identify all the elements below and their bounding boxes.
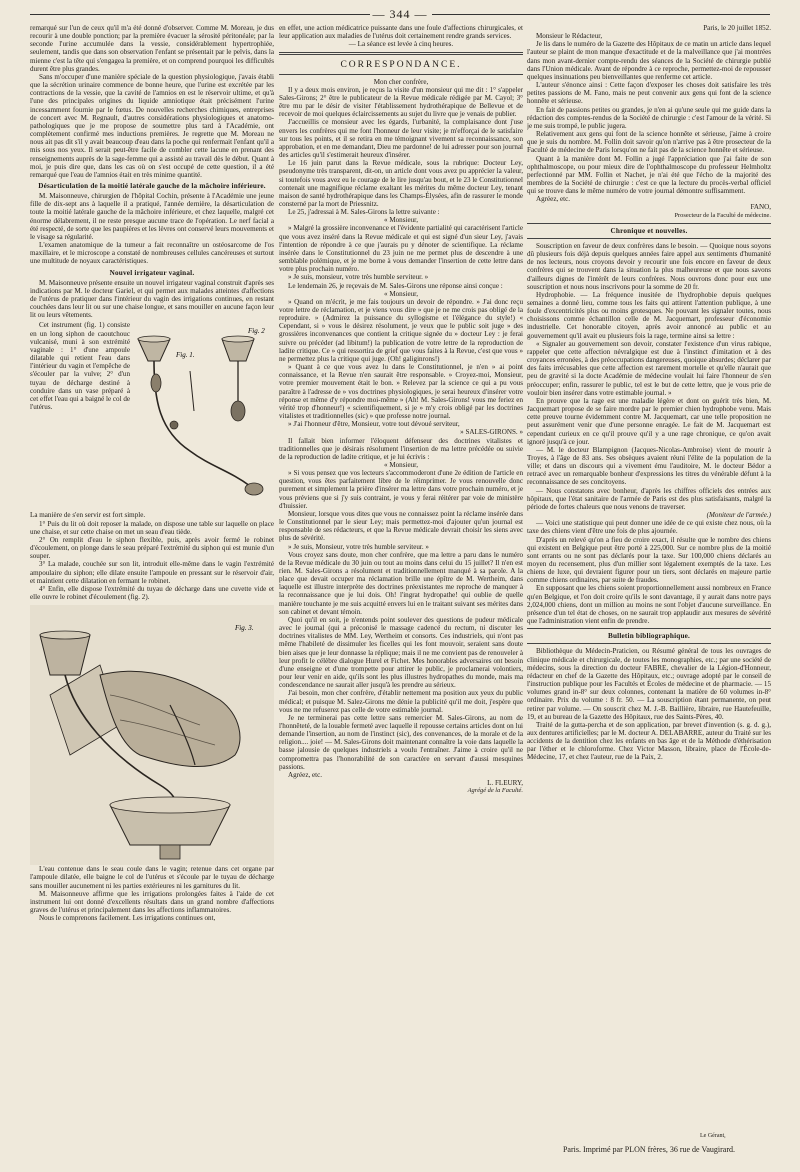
paragraph: Relativement aux gens qui font de la science honnête et sérieuse, j'aime à croire que je suis du nombre. M. Follin doit savoir qu'on n'arrive pas à être prosecteur de la Faculté de médecine de Paris lorsqu'on ne fait pas de la science honnête et sérieuse. [527, 130, 771, 155]
column-middle [279, 24, 523, 1162]
signature-title: Agrégé de la Faculté. [467, 787, 523, 795]
section-title-bulletin: Bulletin bibliographique. [607, 632, 691, 641]
paragraph: En supposant que les chiens soient proportionnellement aussi nombreux en France qu'en Belgique, et l'on doit croire qu'ils le sont davantage, il y aurait dans notre pays 2,024,000 chiens, dont un million au moins ne sont l'objet d'aucune surveillance. En présence d'un tel état de choses, on ne saurait trop applaudir aux mesures de sévérité que l'administration vient enfin de prendre. [527, 584, 771, 626]
figure-irrigator [30, 321, 274, 509]
paragraph: M. Maisonneuve présente ensuite un nouvel irrigateur vaginal construit d'après ses indications par M. le docteur Gariel, et qui permet aux malades atteintes d'affections de l'utérus de pratiquer dans l'intérieur du vagin des irrigations continues, en restant couchées dans leur lit ou sur une chaise longue, et sans mouiller en aucune façon leur lit ou leurs vêtements. [30, 278, 274, 320]
signature-name: L. FLEURY, [487, 779, 523, 788]
section-title-correspondance: CORRESPONDANCE. [340, 60, 462, 71]
paragraph: L'examen anatomique de la tumeur a fait reconnaître un ostéosarcome de l'os maxillaire, et le microscope a constaté de nombreuses cellules cancéreuses et surtout une multitude de noyaux caractéristiques. [30, 241, 274, 266]
paragraph: L'auteur s'énonce ainsi : Cette façon d'exposer les choses doit satisfaire les très petites passions de M. Fano, mais ne peut convenir aux gens qui font de la science honnête et sérieuse. [527, 81, 771, 106]
subheading-mandible: Désarticulation de la moitié latérale gauche de la mâchoire inférieure. [38, 181, 266, 190]
paragraph: M. Maisonneuve, chirurgien de l'hôpital Cochin, présente à l'Académie une jeune fille de dix-sept ans à laquelle il a pratiqué, l'année dernière, la désarticulation de toute la moitié latérale gauche de la mâchoire inférieure, et chez laquelle, malgré cet énorme délabrement, il ne reste presque aucune trace de l'opération. Le nerf facial a été respecté, de sorte que les paupières et les lèvres ont conservé leurs mouvements et le visage sa régularité. [30, 192, 274, 241]
paragraph: Bibliothèque du Médecin-Praticien, ou Résumé général de tous les ouvrages de clinique médicale et chirurgicale, de toutes les monographies, etc.; par une société de médecins, sous la direction du docteur FABRE, chevalier de la Légion-d'Honneur, rédacteur en chef de la Gazette des Hôpitaux, etc.; ouvrage adopté par le conseil de l'instruction publique pour les Facultés et Écoles de médecine et de pharmacie. — 15 volumes grand in-8° sur deux colonnes, contenant la matière de 60 volumes in-8° ordinaire. Prix du volume : 8 fr. 50. — La souscription étant permanente, on peut retirer par volume. — On souscrit chez M. J.-B. Baillière, libraire, rue Hautefeuille, 19, et au bureau de la Gazette des Hôpitaux, rue des Saints-Pères, 40. [527, 647, 771, 721]
bed-irrigation-illustration [30, 605, 274, 865]
paragraph: Vous croyez sans doute, mon cher confrère, que ma lettre a paru dans le numéro de la Revue médicale du 30 juin ou tout au moins dans celui du 15 juillet? Il n'en est rien. M. Sales-Girons a résolument et traditionnellement manqué à sa parole. A la place que devait occuper ma réclamation brille une épître de M. Wertheim, dans laquelle est illustre interprète des doctrines préexistantes me reproche de manquer à la reconnaissance que je lui dois. Oh! l'ingrat hydropathe! qui oublie de quelle manière touchante je me suis acquitté envers lui en le traitant suivant ses mérites dans son cabinet et devant témoin. [279, 550, 523, 616]
divider [527, 643, 771, 644]
page-header [0, 6, 800, 22]
quoted-paragraph: » Je suis, monsieur, votre très humble serviteur. » [288, 273, 429, 282]
paragraph: Je ne terminerai pas cette lettre sans remercier M. Sales-Girons, au nom de l'honnêteté, de la louable fermeté avec laquelle il repousse certains articles dont on lui demande l'insertion, au nom de l'instinct (sic), des convenances, de la morale et de la religion.... joie! — M. Sales-Girons doit maintenant connaître la voie dans laquelle la basse jalousie de quelques industriels a voulu l'entraîner. J'aime à croire qu'il ne compromettra pas l'honorabilité de son caractère en servant d'aussi mesquines passions. [279, 713, 523, 771]
paragraph: Souscription en faveur de deux confrères dans le besoin. — Quoique nous soyons dû plusieurs fois déjà depuis quelques années faire appel aux sentiments d'humanité de nos lecteurs, nous croyons devoir y recourir une fois encore en faveur de deux confrères qui se trouvent dans la situation la plus malheureuse et que nous savons d'ailleurs dignes de l'intérêt de leurs confrères. Nous ouvrons donc pour eux une souscription et nous nous inscrivons pour la somme de 20 fr. [527, 241, 771, 291]
paragraph: L'eau contenue dans le seau coule dans le vagin; retenue dans cet organe par l'ampoule dilatée, elle baigne le col de l'utérus et s'écoule par le tuyau de décharge sans mouiller aucunement ni les parties extérieures ni les garnitures du lit. [30, 865, 274, 890]
fig2-label: Fig. 2 [248, 327, 265, 336]
paragraph: — Nous constatons avec bonheur, d'après les chiffres officiels des entrées aux hôpitaux, que l'état sanitaire de l'armée de Paris est des plus satisfaisants, malgré la période de fortes chaleurs que nous venons de traverser. [527, 486, 771, 511]
paragraph: Il fallait bien informer l'éloquent défenseur des doctrines vitalistes et traditionnelles que je désirais résolument l'insertion de ma lettre précédée ou suivie de la reproduction de ladite critique, et je lui écrivis : [279, 436, 523, 461]
quoted-salutation: « Monsieur, [384, 289, 418, 298]
paragraph: J'accueillis ce monsieur avec les égards, l'urbanité, la complaisance dont j'use envers les confrères qui me font l'honneur de leur visite; je m'efforçai de le satisfaire sur tous les points, et il se retira en me témoignant vivement sa reconnaissance, son approbation, et en me demandant, Dieu me pardonne! de lui adresser pour son journal des articles qu'il s'estimerait heureux d'insérer. [279, 118, 523, 160]
paragraph: — Voici une statistique qui peut donner une idée de ce qui existe chez nous, où la taxe des chiens vient d'être une fois de plus ajournée. [527, 519, 771, 536]
subheading-irrigator: Nouvel irrigateur vaginal. [109, 268, 195, 277]
figure-caption-text [30, 321, 130, 411]
paragraph: 4° Enfin, elle dispose l'extrémité du tuyau de décharge dans une cuvette vide et elle ouvre le robinet d'écoulement (fig. 2). [30, 584, 274, 602]
paragraph: « Signaler au gouvernement son devoir, constater l'existence d'un virus rabique, rappeler que cette affection névralgique est due à l'instinct d'imitation et à des croyances erronées, à des préoccupations dangereuses, quoique absurdes; déclarer par des faits irrécusables que cette affection est rarement mortelle et qu'elle n'aurait que peu de gravité si la docte Académie de médecine voulait lui faire l'honneur de s'en préoccuper; enfin, rassurer le public, tel est le but de cette lettre, que je vous prie de vouloir bien insérer dans votre estimable journal. » [527, 339, 771, 397]
divider [527, 223, 771, 224]
dateline: Paris, le 20 juillet 1852. [703, 24, 771, 32]
paragraph: Quant à la manière dont M. Follin a jugé l'appréciation que j'ai faite de son ophthalmoscope, ou pour mieux dire de l'ophthalmoscope du professeur Helmholtz perfectionné par MM. Follin et Nachet, je n'ai été que l'écho de la majorité des membres de la Société de chirurgie : c'est ce que la lecture du procès-verbal officiel qui se trouve dans le même numéro de votre journal démontre suffisamment. [527, 154, 771, 196]
paragraph: La manière de s'en servir est fort simple. [30, 511, 146, 520]
paragraph: Sans m'occuper d'une manière spéciale de la question physiologique, j'avais établi que la sécrétion urinaire commence de bonne heure, que l'urine est excrétée par les contractions de la vessie, que la cavité de l'amnios en est le réservoir ultime, et qu'à l'une des principales origines du liquide amniotique était précisément l'urine incessamment fournie par le fœtus. De nouvelles recherches chimiques, entreprises de concert avec M. Regnault, d'autres considérations physiologiques et anatomo-pathologiques que je me propose de soumettre plus tard à l'Académie, ont complètement confirmé mes inductions premières. Je regrette que M. Moreau ne nous ait pas dit s'il y avait beaucoup d'eau dans la poche qui renfermait l'enfant qu'il a mis sous nos yeux. Il serait peut-être facile de combler cette lacune en prenant des renseignements auprès de la sage-femme qui a assisté au travail dès le début. Quant à moi, je puis dire que, dans les cas où on s'est occupé de cette question, il a été remarqué que l'eau de l'amnios était en très minime quantité. [30, 72, 274, 179]
fig1-label: Fig. 1. [176, 351, 195, 360]
paragraph: En prouve que la rage est une maladie légère et dont on guérit très bien, M. Jacquemart propose de se faire mordre par le premier chien hydrophobe venu. Mais cette preuve tourne évidemment contre M. Jacquemart, car une telle proposition ne peut assurément venir que d'une personne enragée. Le fait de M. Jacquemart est cependant curieux en ce qu'il prouve qu'il y a une rage chronique, ce qu'on avait ignoré jusqu'à ce jour. [527, 396, 771, 446]
session-closed: — La séance est levée à cinq heures. [348, 40, 454, 49]
section-title-chronique: Chronique et nouvelles. [610, 226, 688, 235]
page-number: — 344 — [372, 7, 428, 21]
paragraph: remarqué sur l'un de ceux qu'il m'a été donné d'observer. Comme M. Moreau, je dus recourir à une double ponction; par la première évacuer la sérosité péritonéale; par la seconde l'urine accumulée dans la vessie, considérablement hypertrophiée, seulement, tandis que dans son observation l'enfant se présentait par le pelvis, dans la mienne c'est la tête qui s'engagea la première, et on comprend pourquoi les difficultés durent être plus grandes. [30, 24, 274, 73]
divider [279, 74, 523, 75]
paragraph: Je lis dans le numéro de la Gazette des Hôpitaux de ce matin un article dans lequel l'auteur se plaint de mon manque d'exactitude et de la malveillance que j'ai montrées dans mon avant-dernier compte-rendu des séances de la Société de chirurgie publié dans l'Union médicale. Avant de répondre à ce reproche, permettez-moi de repousser quelques insinuations peu bienveillantes que renferme cet article. [527, 40, 771, 81]
quoted-paragraph: » Malgré la grossière inconvenance et l'évidente partialité qui caractérisent l'article que vous avez inséré dans la Revue médicale et qui est signé d'un sieur Ley, j'avais l'intention de répondre à ce que j'aurais pu y dénoter de scientifique. La réclame insérée dans le Constitutionnel du 23 juin ne me permet plus de descendre à une semblable polémique, et je me borne à vous demander l'insertion de cette lettre dans votre plus prochain numéro. [279, 224, 523, 274]
paragraph: Il y a deux mois environ, je reçus la visite d'un monsieur qui me dit : 1° s'appeler Sales-Girons; 2° être le publicateur de la Revue médicale rédigée par M. Cayol; 3° être mu par le désir de visiter l'établissement hydrothérapique de Bellevue et de recevoir de moi quelques éclaircissements au sujet du livre que je venais de publier. [279, 85, 523, 119]
quoted-paragraph: » Si vous pensez que vos lecteurs s'accommoderont d'une 2e édition de l'article en question, vous êtes parfaitement libre de le réimprimer. Je vous renouvelle donc purement et simplement la prière d'insérer ma lettre dans votre prochain numéro, et je vous préviens que si j'y suis contraint, je vous y ferai réitérer par voie de ministère d'huissier. [279, 469, 523, 510]
closing: Agréez, etc. [536, 195, 571, 204]
paragraph: Hydrophobie. — La fréquence inusitée de l'hydrophobie depuis quelques semaines a donné lieu, comme tous les faits qui attirent l'attention publique, à une foule d'excentricités plus ou moins grotesques. Ne pouvant les signaler toutes, nous choisissons comme échantillon celle de M. Jacquemart, professeur d'économie industrielle. Cet honorable citoyen, après avoir annoncé au public et au gouvernement qu'il avait eu plusieurs fois la rage, termine ainsi sa lettre : [527, 290, 771, 340]
quoted-salutation: « Monsieur, [384, 216, 418, 225]
signature-name: FANO, [750, 203, 771, 212]
divider [279, 52, 523, 55]
quoted-paragraph: » Je suis, Monsieur, votre très humble serviteur. » [288, 542, 429, 551]
paragraph: Nous le comprenons facilement. Les irrigations continues ont, [39, 914, 216, 923]
paragraph: en effet, une action médicatrice puissante dans une foule d'affections chirurgicales, et leur application aux maladies de l'utérus doit certainement rendre grands services. [279, 24, 523, 41]
paragraph: J'ai besoin, mon cher confrère, d'établir nettement ma position aux yeux du public médical; et puisque M. Salez-Girons me dénie la publicité qu'il me doit, j'espère que vous ne me refuserez pas celle de votre estimable journal. [279, 689, 523, 714]
gerant-label: Le Gérant, [700, 1133, 726, 1139]
paragraph: 2° On remplit d'eau le siphon flexible, puis, après avoir fermé le robinet d'écoulement, on plonge dans le seau préparé l'extrémité du siphon qui est munie d'un souper. [30, 535, 274, 561]
column-right [527, 24, 771, 1162]
paragraph: Quoi qu'il en soit, je n'entends point soulever des questions de pudeur médicale avec le journal (qui a préconisé le massage cadencé du rectum, ni discuter les doctrines vitalistes de MM. Ley, Wertheim et consorts. Ces industriels, qui n'ont pas même l'habileté de dissimuler les ficelles qui les font mouvoir, seraient sans doute bien aises que je leur donnasse la réplique; mais il ne me convient pas de renouveler à leur profit le célèbre dialogue Hurel et Fichet. Mes honorables adversaires ont besoin d'une enseigne et d'une trompette pour attirer le public, je proclamerai volontiers, pour leur venir en aide, qu'ils sont les plus illustres hydropathes du monde, mais ma condescendance ne saurait aller jusqu'à les prendre au sérieux. [279, 615, 523, 690]
irrigator-illustration [130, 321, 274, 509]
paragraph: Le lendemain 26, je reçevais de M. Sales-Girons une réponse ainsi conçue : [288, 281, 503, 290]
paragraph: D'après un relevé qu'on a fieu de croire exact, il résulte que le nombre des chiens qui existent en Belgique peut être porté à 225,000. Sur ce nombre plus de la moitié sont errants ou ne sont pas déclarés pour la taxe. Sur 100,000 chiens déclarés au moyen du recensement, plus d'un millier sont légalement exemptés de la taxe. Les chiens de luxe, qui devraient figurer pour un tiers, sont déclarés en majeure partie comme chiens ordinaires, par suite de fraudes. [527, 535, 771, 585]
quoted-paragraph: » J'ai l'honneur d'être, Monsieur, votre tout dévoué serviteur, [288, 420, 460, 429]
header-rule-right [432, 14, 770, 15]
divider [527, 628, 771, 629]
paragraph: 3° La malade, couchée sur son lit, introduit elle-même dans le vagin l'extrémité ampoulaire du siphon; elle dilate ensuite l'ampoule en pressant sur le réservoir d'air, et maintient cette dilatation en fermant le robinet. [30, 560, 274, 585]
paragraph: Le 16 juin parut dans la Revue médicale, sous la rubrique: Docteur Ley, pseudonyme très transparent, dit-on, un article dont vous avez pu apprécier la valeur, si toutefois vous avez eu le courage de le lire jusqu'au bout, et le 23 le Constitutionnel contenait une magnifique réclame exaltant les mérites du même docteur Ley, tenant maison de santé hydrothérapique dans les Champs-Élysées, afin de rassurer le monde consterné par la mort de Priessnitz. [279, 159, 523, 208]
paragraph: — M. le docteur Blampignon (Jacques-Nicolas-Ambroise) vient de mourir à Troyes, à l'âge de 83 ans. Ses obsèques avaient réuni l'élite de la population de la ville; et dans un discours qui a vivement ému l'auditoire, M. le docteur Bédor a retracé avec un remarquable bonheur d'expressions les titres du vénérable défunt à la reconnaissance de ses concitoyens. [527, 445, 771, 487]
quoted-paragraph: Monsieur, lorsque vous dites que vous ne connaissez point la réclame insérée dans le Constitutionnel par le sieur Ley; mais permettez-moi d'ajouter qu'un journal est responsable de ses rédacteurs, et que la Revue médicale devrait choisir les siens avec plus de sévérité. [279, 509, 523, 543]
paragraph: 1° Puis du lit où doit reposer la malade, on dispose une table sur laquelle on place une chaise, et sur cette chaise on met un seau d'eau tiède. [30, 519, 274, 536]
quoted-paragraph: » Quand on m'écrit, je me fais toujours un devoir de répondre. » J'ai donc reçu votre lettre de réclamation, et je viens vous dire » que je ne me crois pas obligé de la reproduire. » (Admirez la puissance du syllogisme et l'élégance du style!) « Cependant, si » vous le désirez résolument, je veux que le public soit juge » des grossières inconvenances que contient la critique signée du » docteur Ley : je ferai suivre ou précéder (ad libitum!) la publication de votre lettre de la reproduction de ladite critique. Ce » qui ressortira de grief que vous faites à la Revue, c'est que vous » ne permettez plus la critique qui juge. (Oh! galiginrons!) [279, 297, 523, 363]
fig3-label: Fig. 3. [235, 624, 254, 633]
signature-title: Prosecteur de la Faculté de médecine. [674, 211, 771, 219]
quoted-salutation: « Monsieur, [384, 460, 418, 469]
source-credit: (Moniteur de l'armée.) [706, 511, 771, 520]
paragraph: Cet instrument (fig. 1) consiste en un long siphon de caoutchouc vulcanisé, muni à son extrémité vaginale : 1° d'une ampoule dilatable qui retient l'eau dans l'intérieur du vagin et l'empêche de s'écouler par la vulve; 2° d'un tuyau de décharge destiné à conduire dans un vase préparé à cet effet l'eau qui a baigné le col de l'utérus. [30, 321, 131, 412]
column-left [30, 24, 274, 1162]
paragraph: Le 25, j'adressai à M. Sales-Girons la lettre suivante : [288, 208, 440, 217]
printer-imprint: Paris. Imprimé par PLON frères, 36 rue de Vaugirard. [562, 1145, 736, 1154]
closing: Agréez, etc. [288, 770, 323, 779]
salutation: Mon cher confrère, [373, 77, 429, 86]
quoted-paragraph: » Quant à ce que vous avez lu dans le Constitutionnel, je n'en » ai point connaissance, et la Revue n'en saurait être responsable. » Croyez-moi, Monsieur, votre premier mouvement était le bon. » Relevez par la science ce qui a pu vous paraître à l'adresse de » vos doctrines physiologiques, je serai heureux d'insérer votre réponse et même d'y répondre moi-même » (Ah! M. Sales-Girons! vous me feriez en vérité trop d'honneur!) « scientifiquement, si je » m'y crois obligé par les doctrines vitalistes et traditionnelles (sic) » que professe notre journal. [279, 363, 523, 421]
quoted-signature: » SALES-GIRONS. » [460, 428, 523, 437]
salutation: Monsieur le Rédacteur, [536, 32, 603, 41]
divider [527, 238, 771, 239]
paragraph: Traité de la gutta-percha et de son application, par brevet d'invention (s. g. d. g.), aux dentures artificielles; par le M. docteur A. DELABARRE, auteur du Traité sur les accidents de la dentition chez les enfants en bas âge et de la Méthode d'éthérisation par l'éther et le chloroforme. Chez Victor Masson, libraire, place de l'École-de-Médecine, 17, et chez l'auteur, rue de la Paix, 2. [527, 720, 771, 762]
paragraph: M. Maisonneuve affirme que les irrigations prolongées faites à l'aide de cet instrument lui ont donné d'excellents résultats dans un grand nombre d'affections graves de l'utérus et principalement dans les affections inflammatoires. [30, 889, 274, 914]
paragraph: En fait de passions petites ou grandes, je n'en ai qu'une seule qui me guide dans la rédaction des comptes-rendus de la Société de chirurgie : c'est l'amour de la vérité. Si je me suis trompé, le public jugera. [527, 105, 771, 130]
